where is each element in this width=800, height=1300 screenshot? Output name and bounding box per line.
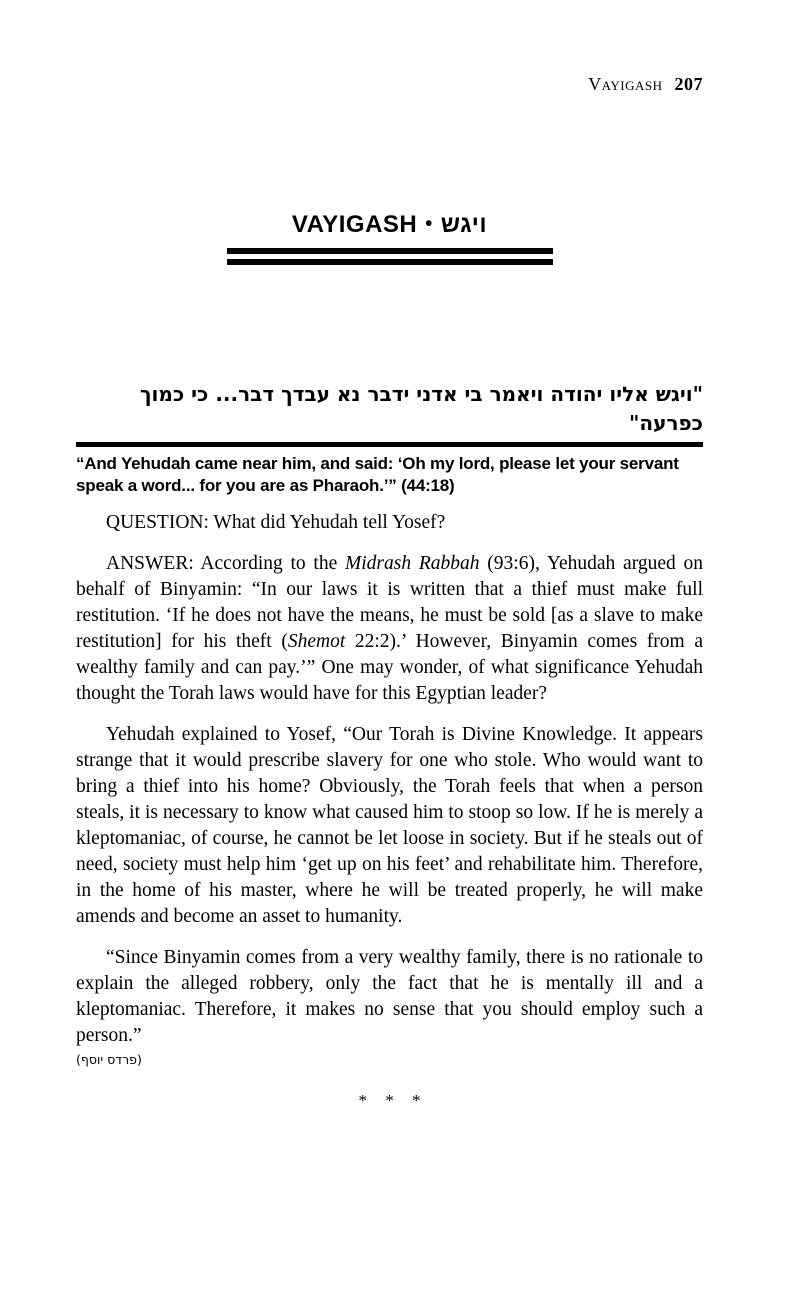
parsha-title (76, 211, 703, 239)
source-citation (76, 1052, 703, 1067)
hebrew-verse-line-2: כפרעה" (628, 411, 703, 435)
answer-paragraph: ANSWER: According to the Midrash Rabbah (93:6), Yehudah argued on behalf of Binyamin: “In our laws it is written that a thief must make full restitution. ‘If he does not have the means, he must be sold [as a slave to make restitution] for his theft (Shemot 22:2).’ However, Binyamin comes from a wealthy family and can pay.’” One may wonder, of what significance Yehudah thought the Torah laws would have for this Egyptian leader? (76, 553, 704, 704)
verse-translation: “And Yehudah came near him, and said: ‘Oh my lord, please let your servant speak a word... for you are as Pharaoh.’” (44:18) (76, 454, 679, 495)
question-paragraph: QUESTION: What did Yehudah tell Yosef? (106, 512, 446, 533)
title-rule-top (227, 248, 553, 254)
parsha-title-hebrew: ויגש (440, 211, 488, 238)
page-content (76, 380, 703, 1111)
header-section-name: Vayigash (588, 74, 663, 94)
title-bullet-separator: • (425, 213, 433, 235)
parsha-title-block (76, 211, 703, 265)
section-separator-asterisks: * * * (358, 1091, 421, 1110)
body-paragraph-2: Yehudah explained to Yosef, “Our Torah is Divine Knowledge. It appears strange that it would prescribe slavery for one who stole. Who would want to bring a thief into his home? Obviously, the Torah feels that when a person steals, it is necessary to know what caused him to stoop so low. If he is merely a kleptomaniac, of course, he cannot be let loose in society. But if he steals out of need, society must help him ‘get up on his feet’ and rehabilitate him. Therefore, in the home of his master, where he will be treated properly, he will make amends and become an asset to humanity. (76, 724, 703, 927)
title-underline-rules (227, 248, 553, 265)
parsha-title-latin: VAYIGASH (291, 211, 418, 238)
verse-divider-rule (76, 442, 703, 447)
page-header (76, 74, 703, 95)
source-citation-text: (פרדס יוסף) (76, 1052, 142, 1067)
header-page-number: 207 (674, 74, 703, 94)
hebrew-verse (76, 380, 703, 438)
title-rule-bottom (227, 259, 553, 265)
hebrew-verse-line-1: "ויגש אליו יהודה ויאמר בי אדני ידבר נא עבדך דבר... כי כמוך (139, 382, 703, 406)
body-paragraph-3: “Since Binyamin comes from a very wealthy family, there is no rationale to explain the alleged robbery, only the fact that he is mentally ill and a kleptomaniac. Therefore, it makes no sense that you should employ such a person.” (76, 947, 703, 1046)
